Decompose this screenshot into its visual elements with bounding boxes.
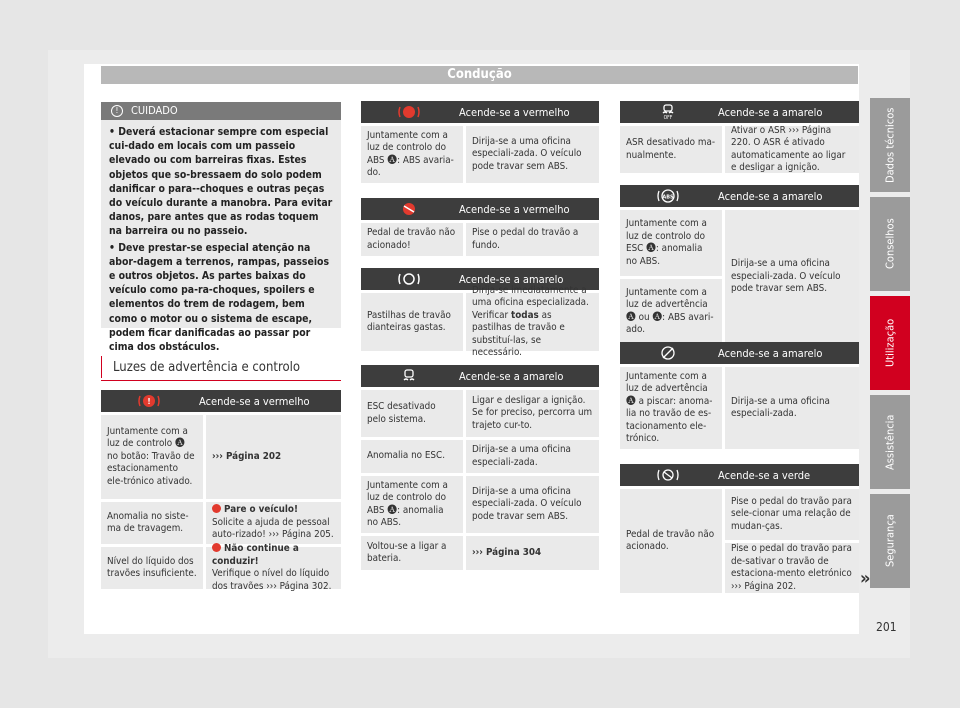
table-row: Juntamente com a luz de controlo 🅐 no botão: Travão de estacionamento ele-trónico ativado. ››› Página 202 <box>101 412 341 499</box>
warning-table-pedal-red: Acende-se a vermelho Pedal de travão não acionado! Pise o pedal do travão a fundo. <box>361 198 599 256</box>
table-row: Pedal de travão não acionado! Pise o pedal do travão a fundo. <box>361 220 599 256</box>
section-title: Luzes de advertência e controlo <box>101 360 341 381</box>
table-row: Juntamente com a luz de advertência 🅐 a piscar: anoma-lia no travão de es-tacionamento ele-trónico. Dirija-se a uma oficina especiali-zada. <box>620 364 859 449</box>
stop-icon <box>212 543 221 552</box>
table-cell: Pise o pedal do travão para sele-cionar uma relação de mudan-ças. <box>731 495 852 532</box>
table-cell: Pise o pedal do travão para de-sativar o travão de estaciona-mento eletrónico ››› Página 202. <box>725 540 859 593</box>
table-header: ! Acende-se a vermelho <box>101 390 341 412</box>
warning-table-abs-amber: ABS Acende-se a amarelo Juntamente com a luz de controlo do ESC 🅐: anomalia no ABS. Juntamente com a luz de advertência 🅐 ou 🅐: ABS avari-ado. Dirija-se a uma oficina especiali-zada. O veículo pode travar sem ABS. <box>620 185 859 344</box>
chapter-header: Condução <box>101 66 858 84</box>
warning-table-brake-red <box>101 390 341 592</box>
svg-text:!: ! <box>147 397 151 406</box>
caution-header <box>101 102 341 120</box>
table-cell: Pedal de travão não acionado. <box>626 528 715 552</box>
table-row: Juntamente com a luz de controlo do ABS 🅐: anomalia no ABS. Dirija-se a uma oficina especiali-zada. O veículo pode travar sem ABS. <box>361 473 599 533</box>
warning-table-pads-amber: Acende-se a amarelo Pastilhas de travão dianteiras gastas. Dirija-se imediatamente a uma oficina especializada. Verificar todas as pastilhas de travão e substituí-las, se necessário. <box>361 268 599 351</box>
warning-table-epb-amber: Acende-se a amarelo Juntamente com a luz de advertência 🅐 a piscar: anoma-lia no travão de es-tacionamento ele-trónico. Dirija-se a uma oficina especiali-zada. <box>620 342 859 449</box>
esc-car-icon <box>401 368 417 384</box>
caution-box <box>101 102 341 354</box>
caution-paragraph: • Deverá estacionar sempre com especial cui-dado em locais com um passeio elevado ou com barreiras fixas. Estes objetos que so-bressaem do solo podem danificar o para--choques e outras peças do veículo durante a manobra. Para evitar danos, pare antes que as rodas toquem na barreira ou no passeio. <box>109 126 333 238</box>
continue-mark: » <box>860 568 871 589</box>
parking-brake-fault-icon <box>660 345 676 361</box>
table-row-group <box>620 207 859 344</box>
table-row: Juntamente com a luz de controlo do ABS 🅐: ABS avaria-do. Dirija-se a uma oficina especiali-zada. O veículo pode travar sem ABS. <box>361 123 599 183</box>
caution-icon: ! <box>111 105 123 117</box>
brake-pedal-icon <box>398 202 420 216</box>
tab-utilizacao[interactable]: Utilização <box>870 296 910 390</box>
caution-title: CUIDADO <box>131 104 178 117</box>
page-number: 201 <box>876 620 897 634</box>
svg-text:OFF: OFF <box>663 115 673 120</box>
warning-table-esc-amber: Acende-se a amarelo ESC desativado pelo sistema. Ligar e desligar a ignição. Se for preciso, percorra um trajeto cur-to. Anomalia no ESC. Dirija-se a uma oficina especiali-zada. Juntamente com a luz de controlo do ABS 🅐: anomalia no ABS. Dirija-se a uma oficina especiali-zada. O veículo pode travar sem ABS. Voltou-se a ligar a bateria. ››› Página 304 <box>361 365 599 570</box>
table-row: Nível do líquido dos travões insuficiente. Não continue a conduzir! Verifique o nível do líquido dos travões ››› Página 302. <box>101 544 341 589</box>
tab-conselhos[interactable]: Conselhos <box>870 197 910 291</box>
svg-text:ABS: ABS <box>662 194 674 201</box>
tab-assistencia[interactable]: Assistência <box>870 395 910 489</box>
table-row: Pastilhas de travão dianteiras gastas. Dirija-se imediatamente a uma oficina especializada. Verificar todas as pastilhas de travão e substituí-las, se necessário. <box>361 290 599 351</box>
table-cell: Juntamente com a luz de controlo do ESC 🅐: anomalia no ABS. <box>626 218 707 267</box>
tab-dados-tecnicos[interactable]: Dados técnicos <box>870 98 910 192</box>
warning-table-asr-amber: OFF Acende-se a amarelo ASR desativado ma-nualmente. Ativar o ASR ››› Página 220. O ASR é ativado automaticamente ao ligar e desligar a ignição. <box>620 101 859 173</box>
table-cell: Juntamente com a luz de advertência 🅐 ou 🅐: ABS avari-ado. <box>620 276 722 344</box>
table-row: Anomalia no ESC. Dirija-se a uma oficina especiali-zada. <box>361 437 599 473</box>
warning-table-pedal-green: Acende-se a verde Pedal de travão não acionado. Pise o pedal do travão para sele-cionar uma relação de mudan-ças. Pise o pedal do travão para de-sativar o travão de estaciona-mento eletrónico ››› Página 202. <box>620 464 859 593</box>
warning-table-abs-red: Acende-se a vermelho Juntamente com a luz de controlo do ABS 🅐: ABS avaria-do. Dirija-se a uma oficina especiali-zada. O veículo pode travar sem ABS. <box>361 101 599 183</box>
table-cell-merged: Dirija-se a uma oficina especiali-zada. O veículo pode travar sem ABS. <box>722 210 859 344</box>
stop-icon <box>212 504 221 513</box>
caution-paragraph: • Deve prestar-se especial atenção na abor-dagem a terrenos, rampas, passeios e outros objetos. As partes baixas do veículo como pa-ra-choques, spoilers e elementos do trem de rodagem, bem como o motor ou o sistema de escape, podem ficar danificadas ao passar por cima dos obstáculos. <box>109 241 330 354</box>
tab-seguranca[interactable]: Segurança <box>870 494 910 588</box>
table-row: ASR desativado ma-nualmente. Ativar o ASR ››› Página 220. O ASR é ativado automaticamente ao ligar e desligar a ignição. <box>620 123 859 173</box>
table-row: Anomalia no siste-ma de travagem. Pare o veículo! Solicite a ajuda de pessoal auto-rizado! ››› Página 205. <box>101 499 341 544</box>
brake-warning-icon <box>398 105 420 119</box>
caution-body <box>101 120 341 361</box>
brake-pedal-green-icon <box>657 468 679 482</box>
abs-icon <box>657 189 679 203</box>
table-row: Voltou-se a ligar a bateria. ››› Página 304 <box>361 533 599 570</box>
table-row: ESC desativado pelo sistema. Ligar e desligar a ignição. Se for preciso, percorra um trajeto cur-to. <box>361 387 599 437</box>
brake-warning-icon <box>138 394 160 408</box>
asr-off-icon <box>660 104 676 120</box>
brake-pads-icon <box>398 272 420 286</box>
